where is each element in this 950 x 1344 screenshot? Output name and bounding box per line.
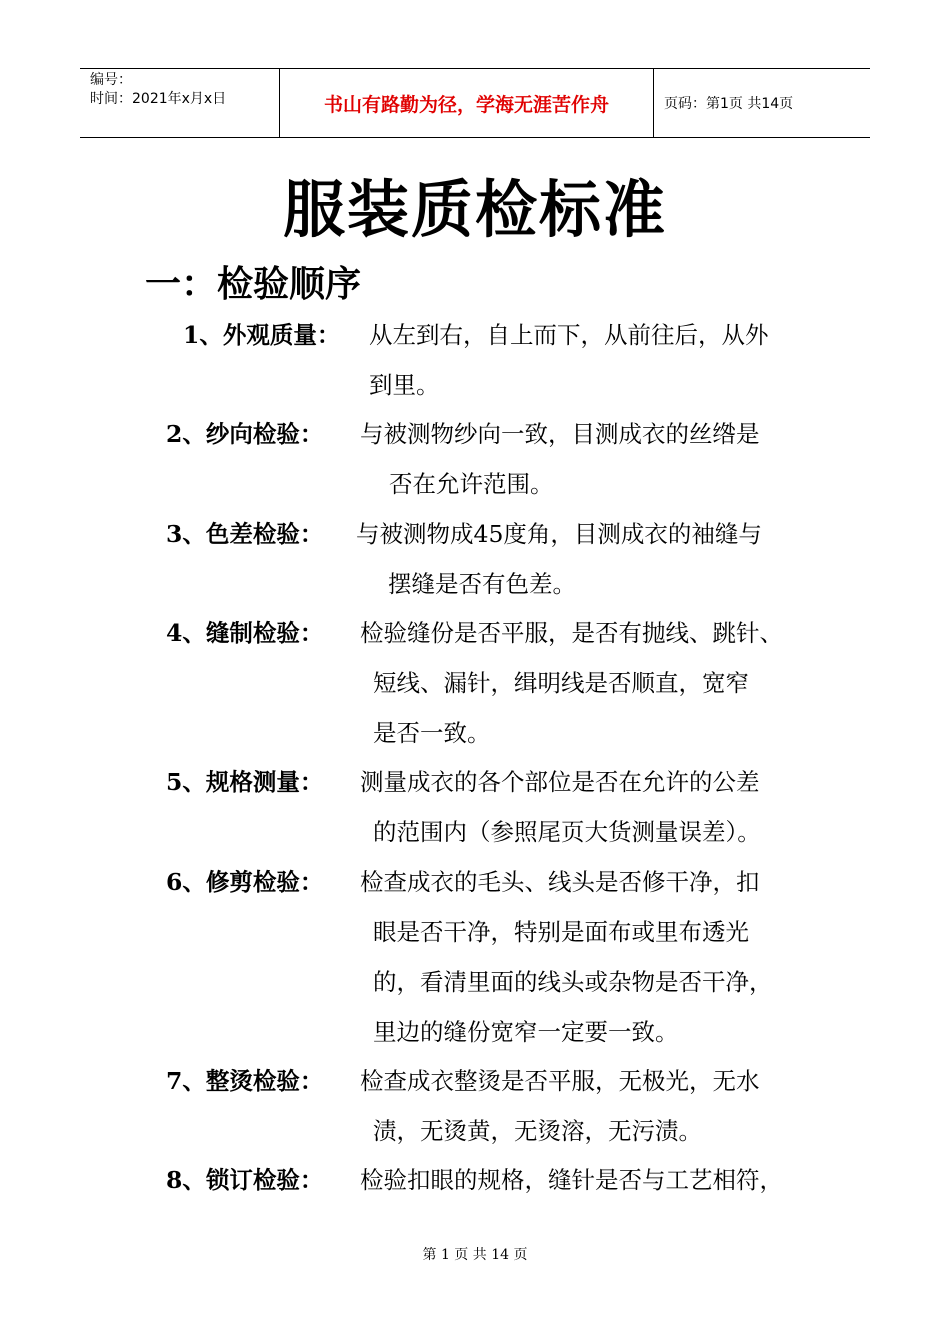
header-page-info [654, 69, 870, 137]
item-text-line: 检验扣眼的规格，缝针是否与工艺相符， [360, 1166, 783, 1194]
item-text-line: 是否一致。 [373, 719, 491, 747]
header-meta [80, 69, 280, 137]
item-text-line: 里边的缝份宽窄一定要一致。 [373, 1018, 679, 1046]
item-text-line: 的，看清里面的线头或杂物是否干净， [373, 968, 773, 996]
header-motto: 书山有路勤为径，学海无涯苦作舟 [280, 69, 654, 137]
item-label: 5、规格测量： [166, 768, 324, 796]
item-text-line: 否在允许范围。 [389, 470, 554, 498]
item-text-line: 与被测物成45度角，目测成衣的袖缝与 [356, 520, 762, 548]
section-heading: 一：检验顺序 [145, 264, 362, 305]
item-text-line: 检查成衣的毛头、线头是否修干净，扣 [360, 868, 760, 896]
time-label: 时间：2021年x月x日 [90, 91, 227, 107]
item-text-line: 与被测物纱向一致，目测成衣的丝绺是 [360, 420, 760, 448]
item-text-line: 检查成衣整烫是否平服，无极光，无水 [360, 1067, 760, 1095]
item-text-line: 的范围内（参照尾页大货测量误差）。 [373, 818, 761, 846]
header-table [80, 68, 870, 138]
item-text-line: 短线、漏针，缉明线是否顺直，宽窄 [373, 669, 749, 697]
document-title: 服装质检标准 [282, 173, 667, 246]
item-text-line: 到里。 [369, 371, 440, 399]
item-text-line: 测量成衣的各个部位是否在允许的公差 [360, 768, 760, 796]
item-text-line: 摆缝是否有色差。 [388, 570, 576, 598]
item-text-line: 从左到右，自上而下，从前往后，从外 [369, 321, 769, 349]
item-label: 6、修剪检验： [166, 868, 324, 896]
item-label: 2、纱向检验： [166, 420, 324, 448]
item-text-line: 眼是否干净，特别是面布或里布透光 [373, 918, 749, 946]
item-label: 8、锁订检验： [166, 1166, 324, 1194]
item-label: 1、外观质量： [183, 321, 341, 349]
item-label: 4、缝制检验： [166, 619, 324, 647]
number-label: 编号： [90, 72, 132, 88]
item-label: 3、色差检验： [166, 520, 324, 548]
item-text-line: 检验缝份是否平服，是否有抛线、跳针、 [360, 619, 783, 647]
page-label: 页码：第1页 共14页 [664, 96, 794, 112]
page-footer: 第 1 页 共 14 页 [422, 1247, 528, 1263]
item-label: 7、整烫检验： [166, 1067, 324, 1095]
item-text-line: 渍，无烫黄，无烫溶，无污渍。 [373, 1117, 702, 1145]
